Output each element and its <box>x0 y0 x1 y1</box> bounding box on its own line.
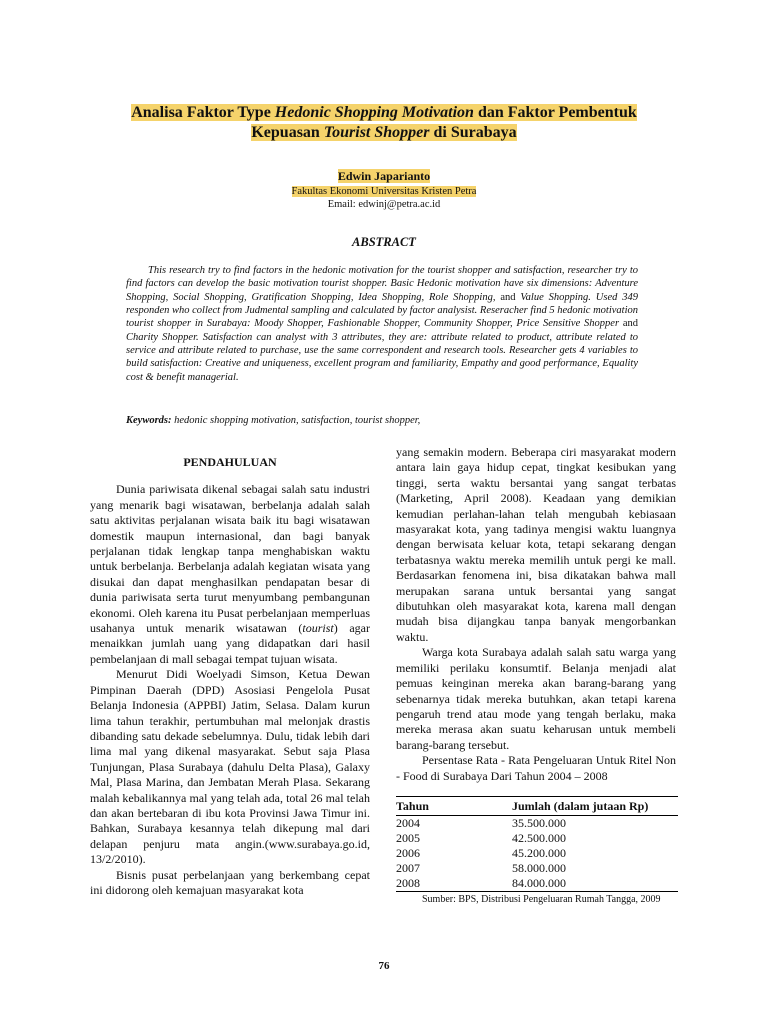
abstract-part: and <box>500 291 516 303</box>
table-caption: Persentase Rata - Rata Pengeluaran Untuk Ritel Non - Food di Surabaya Dari Tahun 2004 – 2008 <box>396 753 676 783</box>
title-italic: Tourist Shopper <box>323 124 430 141</box>
body-paragraph: Menurut Didi Woelyadi Simson, Ketua Dewan Pimpinan Daerah (DPD) Asosiasi Pengelola Pusat Belanja Indonesia (APPBI) Jatim, Selasa. Dalam kurun lima tahun terakhir, pertumbuhan mal melonjak drastis dibanding satu dekade sebelumnya. Dulu, tidak lebih dari lima mal yang dikenal masyarakat. Sebut saja Plasa Tunjungan, Plasa Surabaya (dahulu Delta Plasa), Galaxy Mal, Plasa Marina, dan Jembatan Merah Plasa. Sekarang malah kebalikannya mal yang telah ada, total 26 mal telah dan akan bertebaran di ibu kota Provinsi Jawa Timur ini. Bahkan, Surabaya kesannya telah dikepung mal dari delapan penjuru mata angin.(www.surabaya.go.id, 13/2/2010). <box>90 667 370 867</box>
keywords-label: Keywords: <box>126 415 172 426</box>
title-part: dan Faktor Pembentuk <box>473 104 637 121</box>
body-paragraph <box>90 482 370 667</box>
abstract-part: Charity Shopper. Satisfaction can analyst with 3 attributes, they are: attribute related to product, attribute related to service and attribute related to purchase, use the same correspondent and research tools. Researcher gets 4 variables to build satisfaction: Creative and uniqueness, excellent program and familiarity, Empathy and good performance, Equality cost & benefit managerial. <box>126 331 638 383</box>
table-header-row <box>396 796 678 815</box>
table-row <box>396 846 678 861</box>
paragraph-italic: tourist <box>302 621 334 636</box>
right-column <box>396 445 676 907</box>
table-cell: 2005 <box>396 830 420 845</box>
author-affiliation: Fakultas Ekonomi Universitas Kristen Petra <box>291 186 477 197</box>
abstract-heading: ABSTRACT <box>352 235 416 249</box>
table-cell: 2004 <box>396 815 420 830</box>
paragraph-text: ) agar menaikkan jumlah uang yang didapatkan dari hasil pembelanjaan di mall sebagai tempat tujuan wisata. <box>90 621 370 666</box>
table-source: Sumber: BPS, Distribusi Pengeluaran Rumah Tangga, 2009 <box>422 893 661 905</box>
table-cell: 58.000.000 <box>512 860 566 875</box>
body-paragraph: yang semakin modern. Beberapa ciri masyarakat modern antara lain gaya hidup cepat, tingkat kesibukan yang tinggi, serta waktu bersantai yang sangat terbatas (Marketing, April 2008). Keadaan yang demikian kemudian perlahan-lahan telah mengubah kebiasaan masyarakat kota, yang tadinya mengisi waktu luangnya dengan berwisata keluar kota, tetapi sekarang dengan terbatasnya waktu mereka memilih untuk pergi ke mall. Berdasarkan fenomena ini, bisa dikatakan bahwa mall merupakan sarana untuk bersantai yang sangat dibutuhkan oleh masyarakat kota, karena mall dengan mudah bisa dijangkau tanpa banyak mengorbankan waktu. <box>396 445 676 644</box>
table-cell: 2006 <box>396 845 420 860</box>
paragraph-text: Dunia pariwisata dikenal sebagai salah satu industri yang menarik bagi wisatawan, berbelanja adalah salah satu aktivitas perjalanan wisata baik itu bagi wisatawan domestik maupun internasional, dan bagi banyak perjalanan tidak lengkap tanpa menghabiskan waktu untuk berbelanja. Berbelanja adalah kegiatan wisata yang disukai dan dapat menghasilkan pendapatan besar di dunia pariwisata serta turut menyumbang pembangunan ekonomi. Oleh karena itu Pusat perbelanjaan memperluas usahanya untuk menarik wisatawan ( <box>90 482 370 636</box>
table-cell: 35.500.000 <box>512 815 566 830</box>
left-column <box>90 455 370 898</box>
table-row <box>396 876 678 892</box>
table-row <box>396 815 678 831</box>
table-cell: 2007 <box>396 860 420 875</box>
abstract-part: Value Shopping. Used 349 responden who collect from Judmental sampling and calculated by factor analysist. Reseracher find 5 hedonic motivation tourist shopper in Surabaya: Moody Shopper, Fashionable Shopper, Community Shopper, Price Sensitive Shopper <box>126 291 638 330</box>
table-header: Tahun <box>396 796 512 815</box>
abstract-text <box>126 264 638 384</box>
title-italic: Hedonic Shopping Motivation <box>274 104 474 121</box>
author-email: Email: edwinj@petra.ac.id <box>327 199 441 210</box>
title-part: di Surabaya <box>429 124 517 141</box>
author-name <box>0 169 768 184</box>
title-part: Kepuasan <box>251 124 324 141</box>
table-cell: 42.500.000 <box>512 830 566 845</box>
abstract-part: This research try to find factors in the hedonic motivation for the tourist shopper and satisfaction, researcher try to find factors can develop the basic motivation tourist shopper. Basic Hedonic motivation have six dimensions: Adventure Shopping, Social Shopping, Gratification Shopping, Idea Shopping, Role Shopping, <box>126 265 638 303</box>
keywords-text: hedonic shopping motivation, satisfaction, tourist shopper, <box>171 415 421 426</box>
author-name-text: Edwin Japarianto <box>337 169 431 183</box>
body-paragraph: Warga kota Surabaya adalah salah satu warga yang memiliki perilaku konsumtif. Belanja menjadi alat pemuas keinginan mereka akan barang-barang yang sebenarnya tidak mereka butuhkan, akan tetapi karena pengaruh trend atau mode yang tengah berlaku, maka mereka merasa akan suatu keharusan untuk membeli barang-barang tersebut. <box>396 645 676 752</box>
paper-title <box>100 103 668 143</box>
table-row <box>396 831 678 846</box>
author-affiliation-block <box>0 185 768 211</box>
table-cell: 84.000.000 <box>512 876 678 892</box>
section-heading: PENDAHULUAN <box>183 455 277 469</box>
body-paragraph: Bisnis pusat perbelanjaan yang berkembang cepat ini didorong oleh kemajuan masyarakat kota <box>90 867 370 897</box>
table-row <box>396 861 678 876</box>
title-part: Analisa Faktor Type <box>131 104 275 121</box>
page-number: 76 <box>378 960 390 972</box>
keywords <box>126 415 638 426</box>
expenditure-table <box>396 796 678 892</box>
table-header: Jumlah (dalam jutaan Rp) <box>512 796 678 815</box>
abstract-part: and <box>622 318 638 330</box>
table-cell: 2008 <box>396 876 512 892</box>
table-cell: 45.200.000 <box>512 845 566 860</box>
